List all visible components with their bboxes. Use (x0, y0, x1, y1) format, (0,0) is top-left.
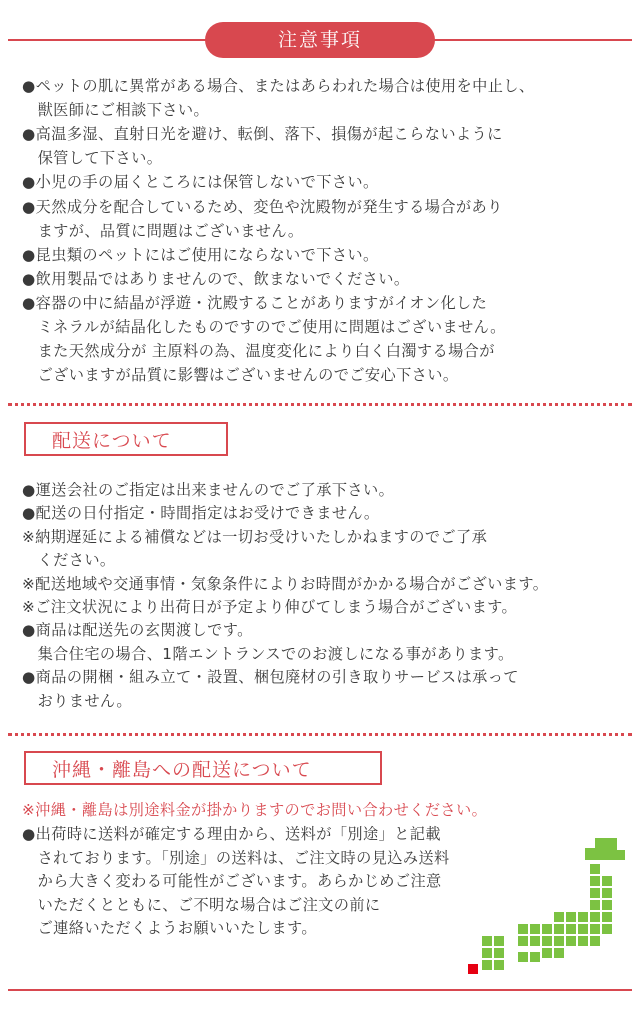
text-line: 保管して下さい。 (22, 149, 163, 168)
text-line: また天然成分が 主原料の為、温度変化により白く白濁する場合が (22, 342, 495, 361)
text-line: ●商品の開梱・組み立て・設置、梱包廃材の引き取りサービスは承って (22, 668, 519, 687)
text-line: ●商品は配送先の玄関渡しです。 (22, 621, 253, 640)
text-line: ご連絡いただくようお願いいたします。 (22, 919, 317, 938)
text-line: ●配送の日付指定・時間指定はお受けできません。 (22, 504, 380, 523)
section-divider (8, 733, 632, 736)
okinawa-title: 沖縄・離島への配送について (24, 751, 382, 785)
text-line: ●飲用製品ではありませんので、飲まないでください。 (22, 269, 410, 288)
text-line: ●出荷時に送料が確定する理由から、送料が「別途」と記載 (22, 825, 441, 843)
text-line: ●高温多湿、直射日光を避け、転倒、落下、損傷が起こらないように (22, 125, 503, 144)
text-line: ●容器の中に結晶が浮遊・沈殿することがありますがイオン化した (22, 293, 488, 312)
text-line: ※ご注文状況により出荷日が予定より伸びてしまう場合がございます。 (22, 598, 518, 616)
text-line: いただくとともに、ご不明な場合はご注文の前に (22, 895, 381, 914)
okinawa-marker (468, 964, 478, 974)
text-line: ますが、品質に問題はございません。 (22, 221, 304, 240)
text-line: ●運送会社のご指定は出来ませんのでご了承下さい。 (22, 481, 395, 499)
text-line: ●小児の手の届くところには保管しないで下さい。 (22, 173, 379, 192)
section-divider (8, 403, 632, 406)
text-line: ミネラルが結晶化したものですのでご使用に問題はございません。 (22, 318, 506, 336)
text-line: ございますが品質に影響はございませんのでご安心下さい。 (22, 366, 459, 385)
text-line: ください。 (22, 551, 116, 570)
text-line: おりません。 (22, 691, 133, 710)
okinawa-notice: ※沖縄・離島は別途料金が掛かりますのでお問い合わせください。 (22, 801, 488, 819)
japan-map-icon (460, 838, 630, 978)
text-line: 集合住宅の場合、1階エントランスでのお渡しになる事があります。 (22, 644, 514, 663)
text-line: ●天然成分を配合しているため、変色や沈殿物が発生する場合があり (22, 197, 503, 216)
text-line: されております。「別途」の送料は、ご注文時の見込み送料 (22, 848, 450, 867)
footer-rule (8, 989, 632, 991)
delivery-title: 配送について (24, 422, 228, 456)
text-line: から大きく変わる可能性がございます。あらかじめご注意 (22, 872, 442, 891)
text-line: ●ペットの肌に異常がある場合、またはあらわれた場合は使用を中止し、 (22, 77, 535, 95)
text-line: ※配送地域や交通事情・気象条件によりお時間がかかる場合がございます。 (22, 574, 549, 593)
text-line: ※納期遅延による補償などは一切お受けいたしかねますのでご了承 (22, 527, 488, 546)
text-line: ●昆虫類のペットにはご使用にならないで下さい。 (22, 245, 379, 264)
text-line: 獣医師にご相談下さい。 (22, 101, 210, 120)
caution-title: 注意事項 (205, 22, 435, 58)
